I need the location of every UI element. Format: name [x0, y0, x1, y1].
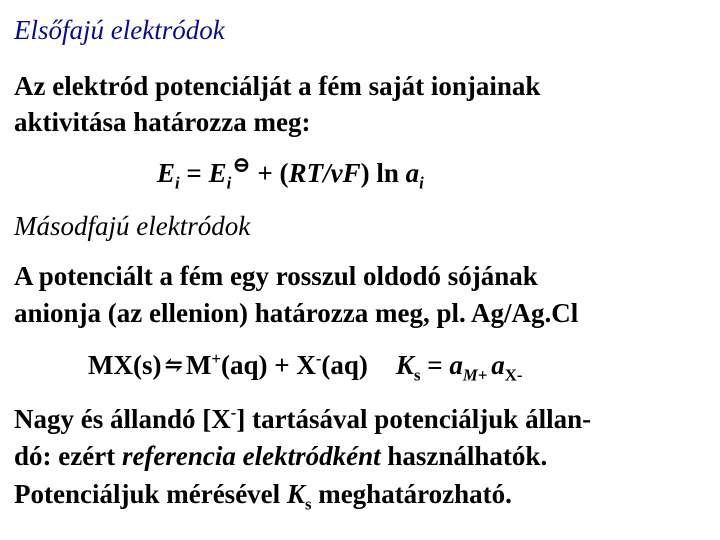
- eq2-equals: =: [420, 350, 450, 380]
- para3-line1-start: Nagy és állandó [X: [14, 404, 231, 434]
- para3-K-sub: s: [304, 494, 312, 514]
- eq1-activity: a: [405, 158, 420, 188]
- eq1-F: F: [342, 158, 361, 188]
- eq2-activity-cation-sub: M+: [462, 365, 488, 385]
- paragraph1-line2: aktivitása határozza meg:: [14, 107, 311, 137]
- paragraph3-line1: [14, 403, 591, 435]
- eq1-lhs-E: E: [157, 158, 176, 188]
- eq1-rhs-sub: i: [226, 173, 232, 193]
- eq2-cation: M: [185, 350, 212, 380]
- paragraph1-line1: Az elektród potenciálját a fém saját ionjainak: [14, 71, 541, 101]
- paragraph3-line3: [14, 478, 512, 514]
- eq2-activity-cation: a: [449, 350, 463, 380]
- para3-line1-end: ] tartásával potenciáljuk állan-: [236, 404, 592, 434]
- solubility-equilibrium-equation: [88, 349, 523, 385]
- heading-first-kind-electrodes: Elsőfajú elektródok: [14, 15, 225, 45]
- eq1-rt: RT/: [288, 158, 331, 188]
- eq2-activity-anion-sub: X-: [504, 365, 523, 385]
- eq2-K-sub: s: [413, 365, 421, 385]
- paragraph2-line1: A potenciált a fém egy rosszul oldodó sójának: [14, 261, 538, 291]
- heading-second-kind-electrodes: Másodfajú elektródok: [14, 211, 251, 241]
- para3-line1-sup: -: [230, 403, 237, 422]
- eq2-K: K: [395, 350, 414, 380]
- eq2-cation-state: (aq) + X: [220, 350, 316, 380]
- eq2-anion-charge: -: [315, 349, 322, 368]
- para3-line2-end: használhatók.: [380, 441, 548, 471]
- eq1-activity-sub: i: [419, 173, 424, 193]
- standard-state-icon: ⊖: [232, 152, 251, 177]
- eq2-cation-charge: +: [211, 349, 221, 368]
- paragraph3-line2: [14, 440, 547, 472]
- nernst-equation: [157, 152, 424, 193]
- eq1-rhs-E: E: [208, 158, 227, 188]
- eq1-ln: ) ln: [360, 158, 406, 188]
- eq1-equals: =: [179, 158, 209, 188]
- para3-line2-start: dó: ezért: [14, 441, 122, 471]
- eq2-salt: MX(s): [88, 350, 162, 380]
- eq2-anion-state: (aq): [321, 350, 368, 380]
- eq1-nu: ν: [330, 158, 343, 188]
- paragraph2-line2: anionja (az ellenion) határozza meg, pl. Ag/Ag.Cl: [14, 298, 579, 328]
- para3-line3-end: meghatározható.: [311, 479, 512, 509]
- equilibrium-arrows-icon: ⇋: [164, 352, 183, 377]
- eq1-plus-paren: + (: [250, 158, 289, 188]
- para3-line3-start: Potenciáljuk mérésével: [14, 479, 287, 509]
- para3-emphasis: referencia elektródként: [121, 441, 381, 471]
- eq2-activity-anion: a: [491, 350, 505, 380]
- eq1-lhs-sub: i: [175, 173, 180, 193]
- para3-K: K: [286, 479, 305, 509]
